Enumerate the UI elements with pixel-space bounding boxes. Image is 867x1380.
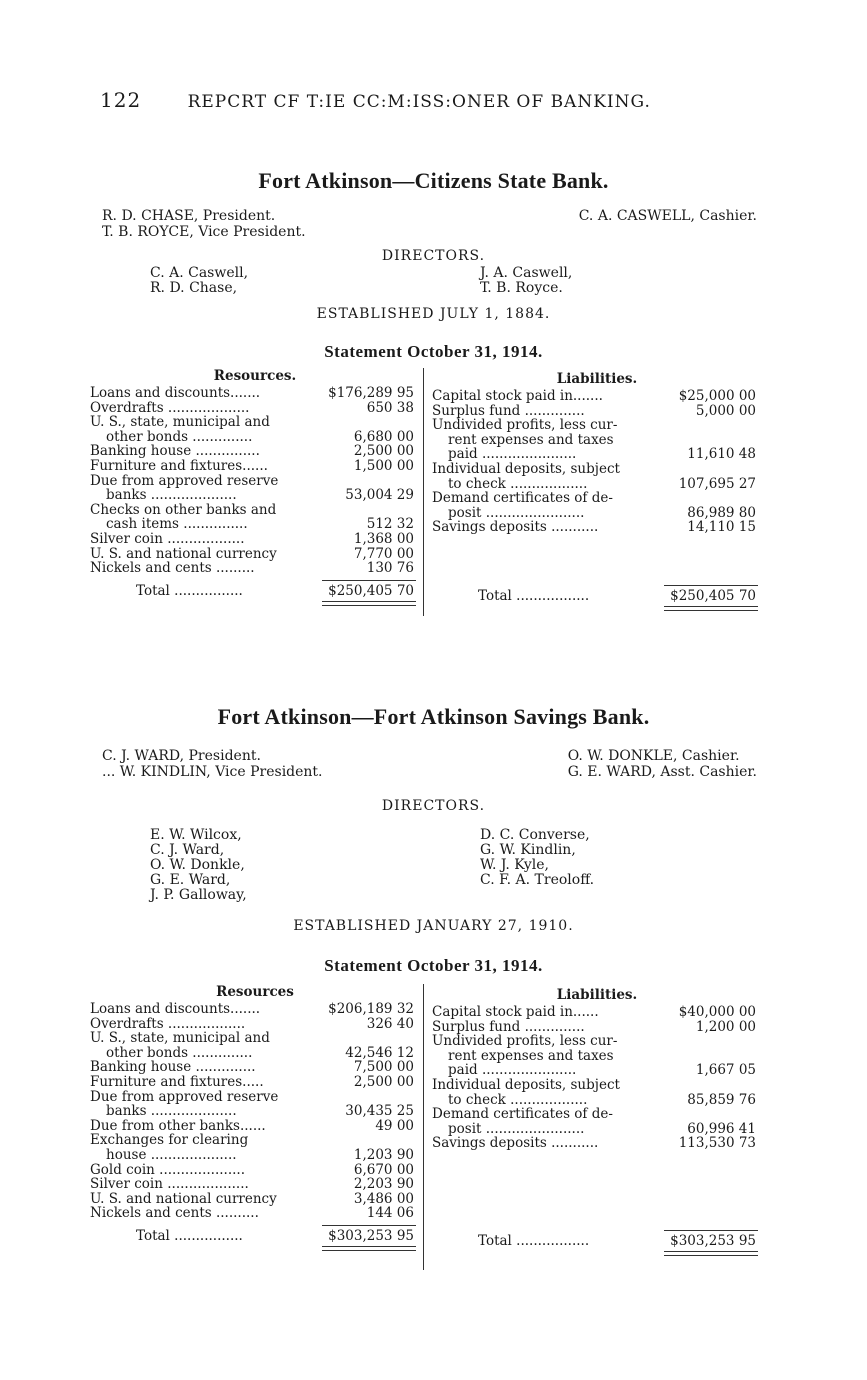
row-amount: 6,680 00: [353, 428, 414, 445]
row-label: Undivided profits, less cur-: [432, 417, 618, 434]
row-label: posit .......................: [448, 504, 585, 521]
liabilities-table: [432, 984, 762, 1249]
director: W. J. Kyle,: [480, 857, 549, 873]
resources-total-row: [90, 1227, 420, 1245]
table-row: [432, 1107, 762, 1122]
officer: ... W. KINDLIN, Vice President.: [102, 764, 323, 780]
row-amount: 2,500 00: [353, 443, 414, 460]
directors-list: [0, 266, 867, 300]
row-amount: 1,203 90: [353, 1146, 414, 1163]
column-divider: [423, 368, 424, 616]
row-label: banks ....................: [106, 1103, 237, 1120]
row-label: Banking house ..............: [90, 1059, 256, 1076]
table-row: [432, 1063, 762, 1078]
row-label: to check ..................: [448, 475, 588, 492]
row-label: U. S. and national currency: [90, 545, 277, 562]
row-label: Overdrafts ..................: [90, 1015, 246, 1032]
total-amount: $303,253 95: [670, 1233, 756, 1249]
row-label: Loans and discounts.......: [90, 385, 261, 401]
row-label: Nickels and cents .........: [90, 560, 255, 577]
table-row: [432, 1122, 762, 1137]
officer: R. D. CHASE, President.: [102, 208, 276, 224]
table-row: [90, 561, 420, 576]
row-amount: 7,500 00: [353, 1059, 414, 1076]
table-row: [90, 386, 420, 401]
row-label: house ....................: [106, 1146, 237, 1163]
total-double-rule: [322, 1246, 416, 1251]
table-row: [432, 506, 762, 521]
row-label: Surplus fund ..............: [432, 1018, 585, 1035]
row-amount: 2,203 90: [353, 1176, 414, 1193]
table-row: [90, 1002, 420, 1017]
row-label: Capital stock paid in......: [432, 1004, 599, 1020]
row-amount: 86,989 80: [687, 504, 756, 521]
table-row: [90, 1046, 420, 1061]
row-amount: 6,670 00: [353, 1161, 414, 1178]
table-row: [90, 1060, 420, 1075]
total-label: Total ................: [136, 582, 243, 599]
row-label: other bonds ..............: [106, 428, 253, 445]
director: T. B. Royce.: [480, 280, 563, 296]
row-label: Savings deposits ...........: [432, 1135, 599, 1152]
row-label: Exchanges for clearing: [90, 1132, 249, 1149]
row-label: paid ......................: [448, 446, 577, 463]
row-amount: 7,770 00: [353, 545, 414, 562]
row-amount: 144 06: [366, 1205, 414, 1222]
resources-table: [90, 368, 420, 600]
row-label: Banking house ...............: [90, 443, 260, 460]
table-row: [432, 447, 762, 462]
row-amount: 42,546 12: [345, 1044, 414, 1061]
table-row: [90, 459, 420, 474]
table-row: [90, 488, 420, 503]
total-rule: [664, 1230, 758, 1231]
table-row: [90, 415, 420, 430]
row-label: Loans and discounts.......: [90, 1001, 261, 1017]
row-label: other bonds ..............: [106, 1044, 253, 1061]
table-row: [90, 532, 420, 547]
row-label: Savings deposits ...........: [432, 519, 599, 536]
statement-heading: Statement October 31, 1914.: [324, 342, 543, 361]
total-label: Total .................: [478, 1233, 590, 1249]
officer: O. W. DONKLE, Cashier.: [567, 748, 740, 764]
table-row: [90, 474, 420, 489]
row-label: Silver coin ...................: [90, 1176, 249, 1193]
table-row: [432, 491, 762, 506]
row-label: rent expenses and taxes: [448, 1047, 614, 1064]
total-double-rule: [664, 606, 758, 611]
table-row: [90, 1075, 420, 1090]
row-label: Due from approved reserve: [90, 1088, 279, 1105]
liabilities-rows: [432, 389, 762, 535]
officers-right: [568, 748, 757, 780]
officers-right: [579, 208, 757, 224]
row-label: rent expenses and taxes: [448, 431, 614, 448]
director: J. P. Galloway,: [150, 887, 247, 903]
row-amount: 30,435 25: [345, 1103, 414, 1120]
liabilities-heading: Liabilities.: [556, 987, 638, 1003]
row-amount: $176,289 95: [328, 385, 414, 401]
row-label: U. S., state, municipal and: [90, 1030, 270, 1047]
table-row: [432, 389, 762, 404]
row-label: Overdrafts ...................: [90, 399, 250, 416]
officers: [0, 208, 867, 244]
row-label: Nickels and cents ..........: [90, 1205, 259, 1222]
directors-column-left: [150, 828, 247, 903]
row-label: Gold coin ....................: [90, 1161, 245, 1178]
statement-tables: [0, 368, 867, 630]
row-amount: 60,996 41: [687, 1120, 756, 1137]
table-row: [90, 547, 420, 562]
director: J. A. Caswell,: [480, 265, 573, 281]
officer: C. A. CASWELL, Cashier.: [578, 208, 757, 224]
row-label: cash items ...............: [106, 516, 248, 533]
table-row: [432, 1078, 762, 1093]
bank-section-savings: [0, 704, 867, 1284]
director: O. W. Donkle,: [150, 857, 245, 873]
director: E. W. Wilcox,: [150, 827, 242, 843]
table-row: [90, 1119, 420, 1134]
officer: T. B. ROYCE, Vice President.: [102, 224, 306, 240]
total-amount: $250,405 70: [328, 582, 414, 599]
column-divider: [423, 984, 424, 1270]
running-head: [100, 88, 720, 112]
officers: [0, 748, 867, 784]
directors-column-left: [150, 266, 248, 296]
table-row: [90, 444, 420, 459]
table-row: [90, 430, 420, 445]
row-amount: 130 76: [366, 560, 414, 577]
row-label: U. S., state, municipal and: [90, 414, 270, 431]
liabilities-total-row: [432, 1232, 762, 1250]
page-number: 122: [100, 88, 142, 112]
liabilities-rows: [432, 1005, 762, 1151]
directors-heading: DIRECTORS.: [381, 248, 486, 264]
directors-heading: DIRECTORS.: [381, 798, 486, 814]
row-label: Due from other banks......: [90, 1117, 266, 1134]
table-row: [90, 1104, 420, 1119]
table-row: [432, 1093, 762, 1108]
table-row: [432, 520, 762, 535]
row-label: Individual deposits, subject: [432, 1076, 620, 1093]
directors-column-right: [480, 828, 594, 888]
table-row: [90, 1148, 420, 1163]
table-row: [90, 1031, 420, 1046]
table-row: [90, 517, 420, 532]
table-row: [90, 1017, 420, 1032]
row-amount: $25,000 00: [678, 388, 756, 404]
row-label: Surplus fund ..............: [432, 402, 585, 419]
liabilities-table: [432, 368, 762, 604]
table-row: [90, 1163, 420, 1178]
resources-heading: Resources.: [213, 368, 297, 384]
resources-total-row: [90, 582, 420, 600]
table-row: [432, 1049, 762, 1064]
officers-left: [102, 748, 323, 780]
row-amount: 113,530 73: [678, 1135, 756, 1152]
row-label: Demand certificates of de-: [432, 490, 613, 507]
resources-rows: [90, 1002, 420, 1221]
table-row: [432, 1034, 762, 1049]
row-label: Due from approved reserve: [90, 472, 279, 489]
row-amount: 11,610 48: [687, 446, 756, 463]
director: R. D. Chase,: [150, 280, 238, 296]
table-row: [432, 462, 762, 477]
row-amount: 650 38: [366, 399, 414, 416]
row-label: posit .......................: [448, 1120, 585, 1137]
row-label: Demand certificates of de-: [432, 1106, 613, 1123]
officers-left: [102, 208, 306, 240]
row-amount: $40,000 00: [678, 1004, 756, 1020]
total-amount: $303,253 95: [328, 1227, 414, 1244]
liabilities-total-row: [432, 587, 762, 605]
officer: C. J. WARD, President.: [102, 748, 261, 764]
row-label: paid ......................: [448, 1062, 577, 1079]
row-amount: 1,667 05: [695, 1062, 756, 1079]
resources-table: [90, 984, 420, 1245]
total-rule: [322, 1225, 416, 1226]
total-label: Total .................: [478, 588, 590, 604]
row-amount: 5,000 00: [695, 402, 756, 419]
row-amount: 14,110 15: [687, 519, 756, 536]
director: C. J. Ward,: [150, 842, 225, 858]
table-row: [90, 1090, 420, 1105]
row-label: Furniture and fixtures......: [90, 457, 268, 474]
resources-heading: Resources: [216, 984, 294, 1000]
bank-title: Fort Atkinson—Fort Atkinson Savings Bank.: [217, 704, 650, 729]
total-rule: [322, 580, 416, 581]
table-row: [90, 401, 420, 416]
table-row: [90, 1177, 420, 1192]
table-row: [90, 1192, 420, 1207]
row-amount: 49 00: [375, 1117, 414, 1134]
row-label: Silver coin ..................: [90, 530, 245, 547]
row-amount: 326 40: [366, 1015, 414, 1032]
table-row: [90, 1206, 420, 1221]
table-row: [432, 1020, 762, 1035]
established-date: ESTABLISHED JULY 1, 1884.: [316, 306, 551, 322]
directors-column-right: [480, 266, 572, 296]
director: G. W. Kindlin,: [480, 842, 576, 858]
row-label: Capital stock paid in.......: [432, 388, 603, 404]
table-row: [90, 503, 420, 518]
row-label: Furniture and fixtures.....: [90, 1073, 264, 1090]
bank-title: Fort Atkinson—Citizens State Bank.: [258, 168, 609, 193]
row-label: Undivided profits, less cur-: [432, 1033, 618, 1050]
officer: G. E. WARD, Asst. Cashier.: [567, 764, 757, 780]
statement-tables: [0, 984, 867, 1284]
row-label: to check ..................: [448, 1091, 588, 1108]
row-amount: $206,189 32: [328, 1001, 414, 1017]
row-amount: 85,859 76: [687, 1091, 756, 1108]
table-row: [432, 1005, 762, 1020]
row-label: banks ....................: [106, 487, 237, 504]
resources-rows: [90, 386, 420, 576]
table-row: [90, 1133, 420, 1148]
director: G. E. Ward,: [150, 872, 231, 888]
total-double-rule: [664, 1251, 758, 1256]
liabilities-heading: Liabilities.: [556, 371, 638, 387]
table-row: [432, 477, 762, 492]
total-rule: [664, 585, 758, 586]
statement-heading: Statement October 31, 1914.: [324, 956, 543, 975]
director: C. A. Caswell,: [150, 265, 249, 281]
row-amount: 3,486 00: [353, 1190, 414, 1207]
row-label: U. S. and national currency: [90, 1190, 277, 1207]
row-amount: 53,004 29: [345, 487, 414, 504]
table-row: [432, 418, 762, 433]
row-amount: 107,695 27: [678, 475, 756, 492]
report-title: REPCRT CF T:IE CC:M:ISS:ONER OF BANKING.: [187, 92, 651, 112]
row-amount: 1,368 00: [353, 530, 414, 547]
row-amount: 1,200 00: [695, 1018, 756, 1035]
row-amount: 512 32: [366, 516, 414, 533]
established-date: ESTABLISHED JANUARY 27, 1910.: [293, 918, 574, 934]
total-label: Total ................: [136, 1227, 243, 1244]
total-amount: $250,405 70: [670, 588, 756, 604]
table-row: [432, 404, 762, 419]
row-amount: 1,500 00: [353, 457, 414, 474]
director: C. F. A. Treoloff.: [480, 872, 595, 888]
directors-list: [0, 828, 867, 904]
director: D. C. Converse,: [480, 827, 590, 843]
bank-section-citizens: [0, 168, 867, 630]
table-row: [432, 433, 762, 448]
total-double-rule: [322, 601, 416, 606]
table-row: [432, 1136, 762, 1151]
row-label: Checks on other banks and: [90, 501, 277, 518]
row-label: Individual deposits, subject: [432, 460, 620, 477]
row-amount: 2,500 00: [353, 1073, 414, 1090]
